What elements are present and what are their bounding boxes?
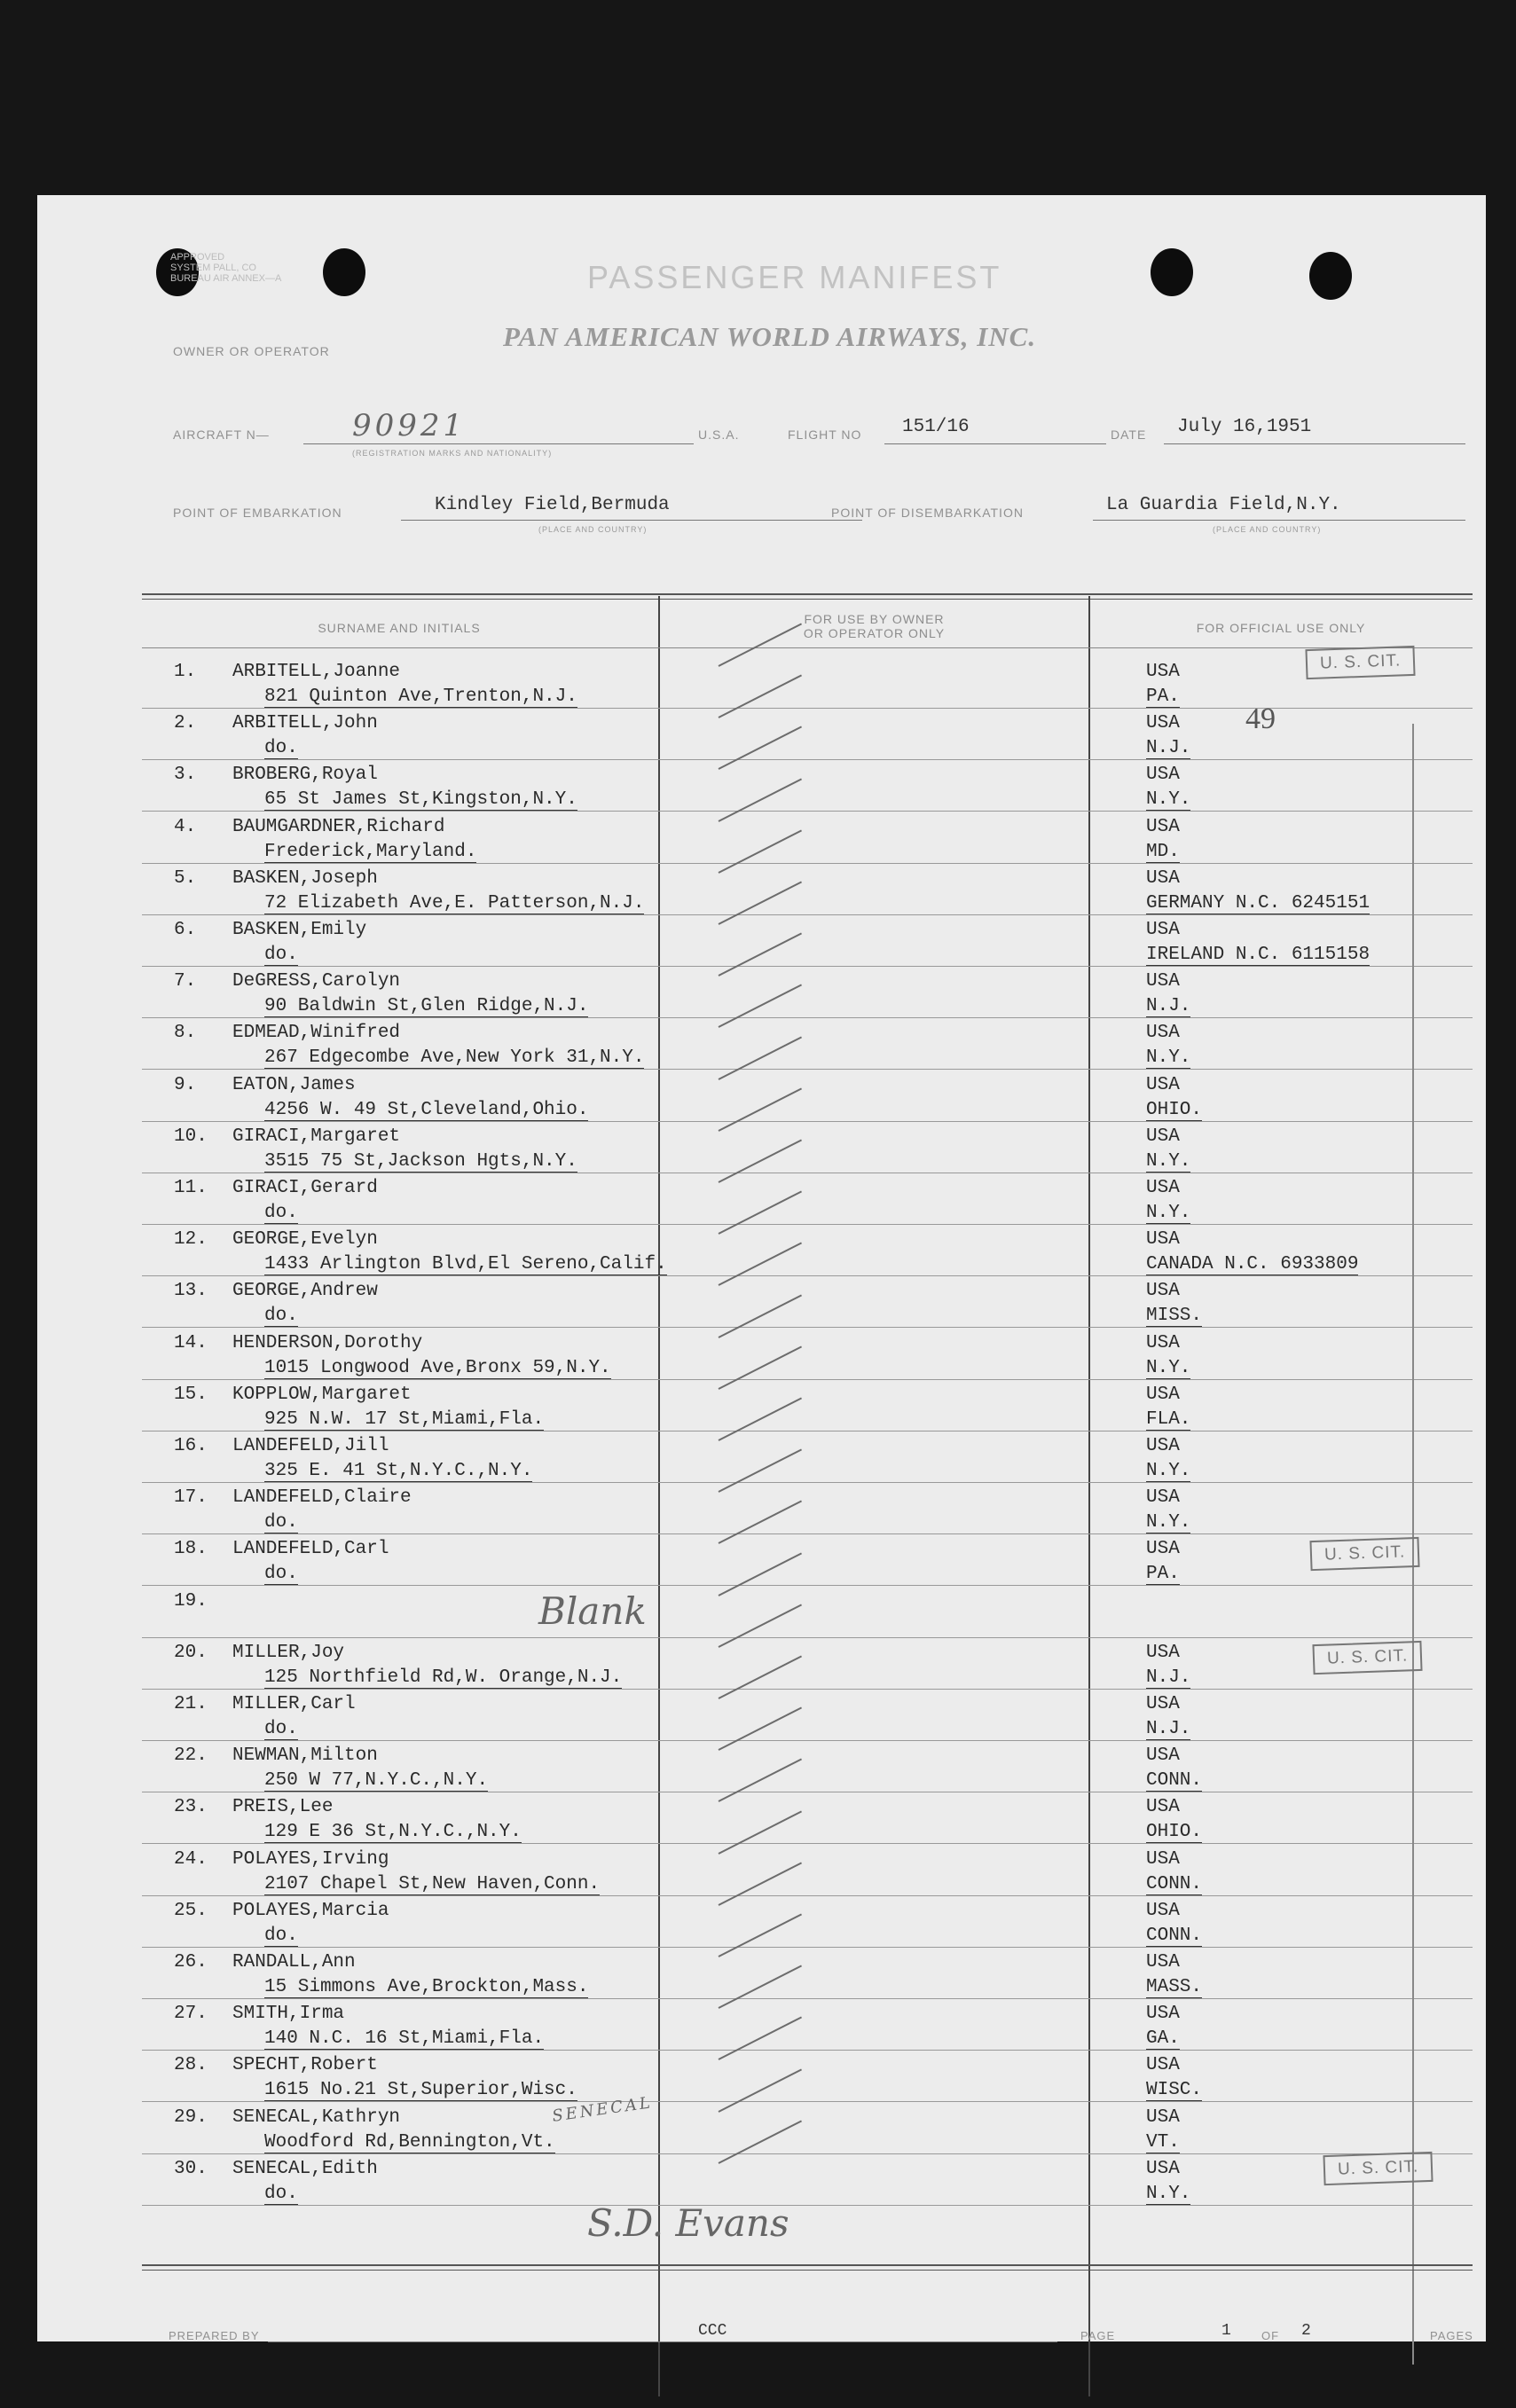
passenger-row bbox=[142, 1586, 1473, 1638]
passenger-number: 8. bbox=[174, 1023, 197, 1044]
passenger-nationality: USA bbox=[1146, 1848, 1180, 1870]
table-bottom-rule-2 bbox=[142, 2270, 1473, 2271]
passenger-name: SPECHT,Robert bbox=[232, 2055, 378, 2076]
prepared-value: CCC bbox=[698, 2322, 727, 2340]
passenger-row bbox=[142, 1121, 1473, 1173]
passenger-address: 15 Simmons Ave,Brockton,Mass. bbox=[264, 1977, 589, 1997]
passenger-row bbox=[142, 759, 1473, 812]
passenger-name: MILLER,Carl bbox=[232, 1694, 356, 1714]
passenger-address: do. bbox=[264, 1925, 298, 1946]
aircraft-underline bbox=[303, 443, 694, 444]
passenger-row bbox=[142, 1328, 1473, 1380]
passenger-name: GEORGE,Evelyn bbox=[232, 1229, 378, 1251]
passenger-address: do. bbox=[264, 1512, 298, 1533]
passenger-nationality: USA bbox=[1146, 1126, 1180, 1147]
disembark-underline bbox=[1093, 520, 1465, 521]
aircraft-sub: (REGISTRATION MARKS AND NATIONALITY) bbox=[352, 449, 553, 458]
punch-hole-right-2 bbox=[1309, 252, 1352, 300]
us-cit-stamp-1: U. S. CIT. bbox=[1305, 646, 1415, 679]
passenger-row bbox=[142, 2102, 1473, 2154]
passenger-residence: MD. bbox=[1146, 841, 1180, 862]
table-top-rule bbox=[142, 593, 1473, 595]
aircraft-number: 90921 bbox=[352, 408, 467, 443]
passenger-row bbox=[142, 1533, 1473, 1586]
page-label: PAGE bbox=[1080, 2329, 1116, 2342]
passenger-residence: N.J. bbox=[1146, 996, 1191, 1017]
passenger-nationality: USA bbox=[1146, 713, 1180, 734]
passenger-residence: N.Y. bbox=[1146, 1203, 1191, 1223]
passenger-number: 26. bbox=[174, 1952, 208, 1973]
passenger-residence: N.Y. bbox=[1146, 1357, 1191, 1378]
passenger-row bbox=[142, 2153, 1473, 2206]
us-cit-stamp-4: U. S. CIT. bbox=[1323, 2152, 1433, 2185]
passenger-nationality: USA bbox=[1146, 1900, 1180, 1921]
passenger-number: 21. bbox=[174, 1694, 208, 1714]
passenger-name: SENECAL,Kathryn bbox=[232, 2106, 401, 2128]
embark-value: Kindley Field,Bermuda bbox=[435, 495, 670, 515]
passenger-nationality: USA bbox=[1146, 1074, 1180, 1095]
passenger-nationality: USA bbox=[1146, 765, 1180, 786]
passenger-name: ARBITELL,Joanne bbox=[232, 662, 401, 682]
punch-hole-center bbox=[323, 248, 365, 296]
passenger-residence: N.Y. bbox=[1146, 1461, 1191, 1481]
passenger-nationality: USA bbox=[1146, 867, 1180, 889]
passenger-address: 140 N.C. 16 St,Miami,Fla. bbox=[264, 2028, 545, 2050]
passenger-row bbox=[142, 1431, 1473, 1483]
passenger-number: 7. bbox=[174, 971, 197, 992]
passenger-number: 23. bbox=[174, 1797, 208, 1818]
passenger-residence: CONN. bbox=[1146, 1873, 1203, 1894]
passenger-address: do. bbox=[264, 1564, 298, 1585]
of-value: 2 bbox=[1301, 2322, 1311, 2340]
passenger-residence: WISC. bbox=[1146, 2080, 1203, 2101]
embark-sub: (PLACE AND COUNTRY) bbox=[538, 525, 648, 534]
passenger-row bbox=[142, 1947, 1473, 1999]
passenger-number: 30. bbox=[174, 2158, 208, 2179]
passenger-nationality: USA bbox=[1146, 1642, 1180, 1663]
passenger-address: 72 Elizabeth Ave,E. Patterson,N.J. bbox=[264, 892, 645, 914]
passenger-row bbox=[142, 1275, 1473, 1328]
passenger-name: SMITH,Irma bbox=[232, 2004, 345, 2025]
passenger-number: 13. bbox=[174, 1281, 208, 1302]
passenger-number: 5. bbox=[174, 867, 197, 889]
date-value: July 16,1951 bbox=[1177, 417, 1312, 437]
passenger-address: 2107 Chapel St,New Haven,Conn. bbox=[264, 1873, 601, 1894]
passenger-nationality: USA bbox=[1146, 1229, 1180, 1251]
passenger-number: 1. bbox=[174, 662, 197, 682]
blank-annotation: Blank bbox=[538, 1589, 647, 1633]
corner-approval-block: APPROVED SYSTEM PALL, CO BUREAU AIR ANNEX—A bbox=[170, 252, 282, 284]
passenger-address: 4256 W. 49 St,Cleveland,Ohio. bbox=[264, 1099, 589, 1120]
passenger-address: 90 Baldwin St,Glen Ridge,N.J. bbox=[264, 996, 589, 1017]
embark-label: POINT OF EMBARKATION bbox=[173, 506, 342, 520]
passenger-nationality: USA bbox=[1146, 920, 1180, 940]
embark-underline bbox=[401, 520, 862, 521]
passenger-number: 22. bbox=[174, 1745, 208, 1767]
senecal-annotation: SENECAL bbox=[551, 2093, 654, 2126]
prepared-label: PREPARED BY bbox=[169, 2329, 260, 2342]
passenger-nationality: USA bbox=[1146, 1539, 1180, 1560]
passenger-address: do. bbox=[264, 1203, 298, 1223]
passenger-address: 821 Quinton Ave,Trenton,N.J. bbox=[264, 686, 577, 707]
passenger-name: BASKEN,Emily bbox=[232, 920, 367, 940]
passenger-number: 12. bbox=[174, 1229, 208, 1251]
passenger-residence: FLA. bbox=[1146, 1408, 1191, 1430]
passenger-name: POLAYES,Marcia bbox=[232, 1900, 389, 1921]
col-head-surname: SURNAME AND INITIALS bbox=[318, 621, 481, 635]
passenger-nationality: USA bbox=[1146, 1694, 1180, 1714]
passenger-residence: GA. bbox=[1146, 2028, 1180, 2050]
passenger-name: GEORGE,Andrew bbox=[232, 1281, 378, 1302]
passenger-address: 129 E 36 St,N.Y.C.,N.Y. bbox=[264, 1822, 522, 1843]
passenger-nationality: USA bbox=[1146, 816, 1180, 837]
passenger-residence: IRELAND N.C. 6115158 bbox=[1146, 945, 1371, 965]
passenger-residence: N.Y. bbox=[1146, 789, 1191, 811]
passenger-nationality: USA bbox=[1146, 1384, 1180, 1405]
passenger-number: 15. bbox=[174, 1384, 208, 1405]
passenger-nationality: USA bbox=[1146, 2055, 1180, 2076]
passenger-residence: N.J. bbox=[1146, 738, 1191, 759]
passenger-name: LANDEFELD,Carl bbox=[232, 1539, 389, 1560]
passenger-residence: MASS. bbox=[1146, 1977, 1203, 1997]
passenger-row bbox=[142, 812, 1473, 864]
passenger-address: 1015 Longwood Ave,Bronx 59,N.Y. bbox=[264, 1357, 611, 1378]
passenger-name: RANDALL,Ann bbox=[232, 1952, 356, 1973]
passenger-number: 28. bbox=[174, 2055, 208, 2076]
passenger-residence: MISS. bbox=[1146, 1306, 1203, 1327]
passenger-address: Woodford Rd,Bennington,Vt. bbox=[264, 2131, 555, 2153]
passenger-number: 27. bbox=[174, 2004, 208, 2025]
passenger-row bbox=[142, 1740, 1473, 1792]
punch-hole-right-1 bbox=[1151, 248, 1193, 296]
passenger-address: 3515 75 St,Jackson Hgts,N.Y. bbox=[264, 1150, 577, 1172]
passenger-number: 11. bbox=[174, 1178, 208, 1198]
passenger-residence: OHIO. bbox=[1146, 1822, 1203, 1843]
passenger-name: ARBITELL,John bbox=[232, 713, 378, 734]
passenger-nationality: USA bbox=[1146, 2106, 1180, 2128]
passenger-nationality: USA bbox=[1146, 1952, 1180, 1973]
passenger-nationality: USA bbox=[1146, 2004, 1180, 2025]
prepared-underline bbox=[268, 2341, 1057, 2342]
passenger-row bbox=[142, 1637, 1473, 1690]
date-underline bbox=[1164, 443, 1465, 444]
disembark-sub: (PLACE AND COUNTRY) bbox=[1213, 525, 1322, 534]
passenger-address: 125 Northfield Rd,W. Orange,N.J. bbox=[264, 1667, 623, 1688]
passenger-name: MILLER,Joy bbox=[232, 1642, 345, 1663]
passenger-address: Frederick,Maryland. bbox=[264, 841, 477, 862]
flight-number: 151/16 bbox=[902, 417, 970, 437]
us-cit-stamp-3: U. S. CIT. bbox=[1312, 1641, 1422, 1675]
passenger-row bbox=[142, 914, 1473, 967]
flight-underline bbox=[884, 443, 1106, 444]
passenger-name: LANDEFELD,Claire bbox=[232, 1487, 412, 1509]
passenger-number: 16. bbox=[174, 1436, 208, 1456]
date-label: DATE bbox=[1111, 427, 1147, 442]
passenger-residence: CANADA N.C. 6933809 bbox=[1146, 1254, 1359, 1275]
passenger-nationality: USA bbox=[1146, 1281, 1180, 1302]
passenger-row bbox=[142, 1379, 1473, 1431]
header-rule bbox=[142, 647, 1473, 648]
passenger-row bbox=[142, 1482, 1473, 1534]
passenger-residence: VT. bbox=[1146, 2131, 1180, 2153]
passenger-number: 4. bbox=[174, 816, 197, 837]
passenger-residence: N.Y. bbox=[1146, 1512, 1191, 1533]
passenger-number: 6. bbox=[174, 920, 197, 940]
passenger-count: 49 bbox=[1245, 702, 1276, 735]
passenger-number: 19. bbox=[174, 1590, 208, 1612]
passenger-row bbox=[142, 1689, 1473, 1741]
usa-label: U.S.A. bbox=[698, 427, 740, 442]
passenger-number: 2. bbox=[174, 713, 197, 734]
passenger-number: 29. bbox=[174, 2106, 208, 2128]
passenger-nationality: USA bbox=[1146, 1332, 1180, 1353]
table-bottom-rule bbox=[142, 2264, 1473, 2266]
owner-label: OWNER OR OPERATOR bbox=[173, 344, 330, 358]
company-name: PAN AMERICAN WORLD AIRWAYS, INC. bbox=[503, 321, 1037, 352]
passenger-nationality: USA bbox=[1146, 662, 1180, 682]
passenger-name: KOPPLOW,Margaret bbox=[232, 1384, 412, 1405]
col-head-owner-use: FOR USE BY OWNER OR OPERATOR ONLY bbox=[803, 612, 946, 640]
flight-label: FLIGHT NO bbox=[788, 427, 862, 442]
passenger-name: SENECAL,Edith bbox=[232, 2158, 378, 2179]
passenger-name: LANDEFELD,Jill bbox=[232, 1436, 389, 1456]
passenger-number: 14. bbox=[174, 1332, 208, 1353]
passenger-number: 3. bbox=[174, 765, 197, 786]
form-title: PASSENGER MANIFEST bbox=[587, 259, 1002, 295]
passenger-row bbox=[142, 1895, 1473, 1948]
passenger-row bbox=[142, 1998, 1473, 2051]
passenger-residence: PA. bbox=[1146, 686, 1180, 707]
passenger-nationality: USA bbox=[1146, 1178, 1180, 1198]
signature: S.D. Evans bbox=[587, 2201, 789, 2245]
passenger-nationality: USA bbox=[1146, 1436, 1180, 1456]
us-cit-stamp-2: U. S. CIT. bbox=[1309, 1537, 1419, 1571]
passenger-number: 25. bbox=[174, 1900, 208, 1921]
col-head-official: FOR OFFICIAL USE ONLY bbox=[1196, 621, 1366, 635]
passenger-residence: N.J. bbox=[1146, 1719, 1191, 1739]
passenger-name: DeGRESS,Carolyn bbox=[232, 971, 401, 992]
passenger-row bbox=[142, 2050, 1473, 2102]
passenger-nationality: USA bbox=[1146, 1797, 1180, 1818]
passenger-residence: N.Y. bbox=[1146, 1150, 1191, 1172]
passenger-number: 24. bbox=[174, 1848, 208, 1870]
passenger-name: HENDERSON,Dorothy bbox=[232, 1332, 423, 1353]
passenger-name: POLAYES,Irving bbox=[232, 1848, 389, 1870]
passenger-name: PREIS,Lee bbox=[232, 1797, 334, 1818]
passenger-address: 325 E. 41 St,N.Y.C.,N.Y. bbox=[264, 1461, 533, 1481]
passenger-residence: N.Y. bbox=[1146, 2183, 1191, 2204]
passenger-address: do. bbox=[264, 1719, 298, 1739]
passenger-row bbox=[142, 1017, 1473, 1070]
passenger-address: 925 N.W. 17 St,Miami,Fla. bbox=[264, 1408, 545, 1430]
passenger-name: BASKEN,Joseph bbox=[232, 867, 378, 889]
passenger-address: 250 W 77,N.Y.C.,N.Y. bbox=[264, 1770, 489, 1792]
passenger-row bbox=[142, 966, 1473, 1018]
passenger-address: 1433 Arlington Blvd,El Sereno,Calif. bbox=[264, 1254, 667, 1275]
page-value: 1 bbox=[1221, 2322, 1231, 2340]
passenger-name: EATON,James bbox=[232, 1074, 356, 1095]
passenger-name: EDMEAD,Winifred bbox=[232, 1023, 401, 1044]
passenger-row bbox=[142, 1070, 1473, 1122]
passenger-row bbox=[142, 863, 1473, 915]
passenger-row bbox=[142, 1173, 1473, 1225]
passenger-residence: GERMANY N.C. 6245151 bbox=[1146, 892, 1371, 914]
passenger-residence: PA. bbox=[1146, 1564, 1180, 1585]
passenger-nationality: USA bbox=[1146, 971, 1180, 992]
passenger-name: NEWMAN,Milton bbox=[232, 1745, 378, 1767]
passenger-number: 10. bbox=[174, 1126, 208, 1147]
passenger-name: BAUMGARDNER,Richard bbox=[232, 816, 445, 837]
passenger-name: GIRACI,Margaret bbox=[232, 1126, 401, 1147]
passenger-row bbox=[142, 1844, 1473, 1896]
passenger-row bbox=[142, 1792, 1473, 1844]
passenger-residence: N.J. bbox=[1146, 1667, 1191, 1688]
passenger-nationality: USA bbox=[1146, 1023, 1180, 1044]
manifest-page bbox=[37, 195, 1486, 2341]
pages-label: PAGES bbox=[1430, 2329, 1473, 2342]
passenger-number: 9. bbox=[174, 1074, 197, 1095]
passenger-number: 17. bbox=[174, 1487, 208, 1509]
table-top-rule-2 bbox=[142, 599, 1473, 600]
passenger-address: do. bbox=[264, 1306, 298, 1327]
passenger-name: BROBERG,Royal bbox=[232, 765, 378, 786]
passenger-row bbox=[142, 656, 1473, 709]
disembark-label: POINT OF DISEMBARKATION bbox=[831, 506, 1024, 520]
disembark-value: La Guardia Field,N.Y. bbox=[1106, 495, 1341, 515]
passenger-residence: N.Y. bbox=[1146, 1047, 1191, 1069]
passenger-address: 1615 No.21 St,Superior,Wisc. bbox=[264, 2080, 577, 2101]
passenger-number: 18. bbox=[174, 1539, 208, 1560]
of-label: OF bbox=[1261, 2329, 1280, 2342]
passenger-name: GIRACI,Gerard bbox=[232, 1178, 378, 1198]
passenger-address: 267 Edgecombe Ave,New York 31,N.Y. bbox=[264, 1047, 645, 1069]
passenger-residence: OHIO. bbox=[1146, 1099, 1203, 1120]
passenger-residence: CONN. bbox=[1146, 1770, 1203, 1792]
passenger-number: 20. bbox=[174, 1642, 208, 1663]
passenger-nationality: USA bbox=[1146, 1487, 1180, 1509]
passenger-row bbox=[142, 1224, 1473, 1276]
passenger-address: do. bbox=[264, 2183, 298, 2204]
passenger-residence: CONN. bbox=[1146, 1925, 1203, 1946]
passenger-address: do. bbox=[264, 945, 298, 965]
passenger-nationality: USA bbox=[1146, 2158, 1180, 2179]
passenger-nationality: USA bbox=[1146, 1745, 1180, 1767]
passenger-address: do. bbox=[264, 738, 298, 759]
passenger-address: 65 St James St,Kingston,N.Y. bbox=[264, 789, 577, 811]
aircraft-label: AIRCRAFT N— bbox=[173, 427, 270, 442]
